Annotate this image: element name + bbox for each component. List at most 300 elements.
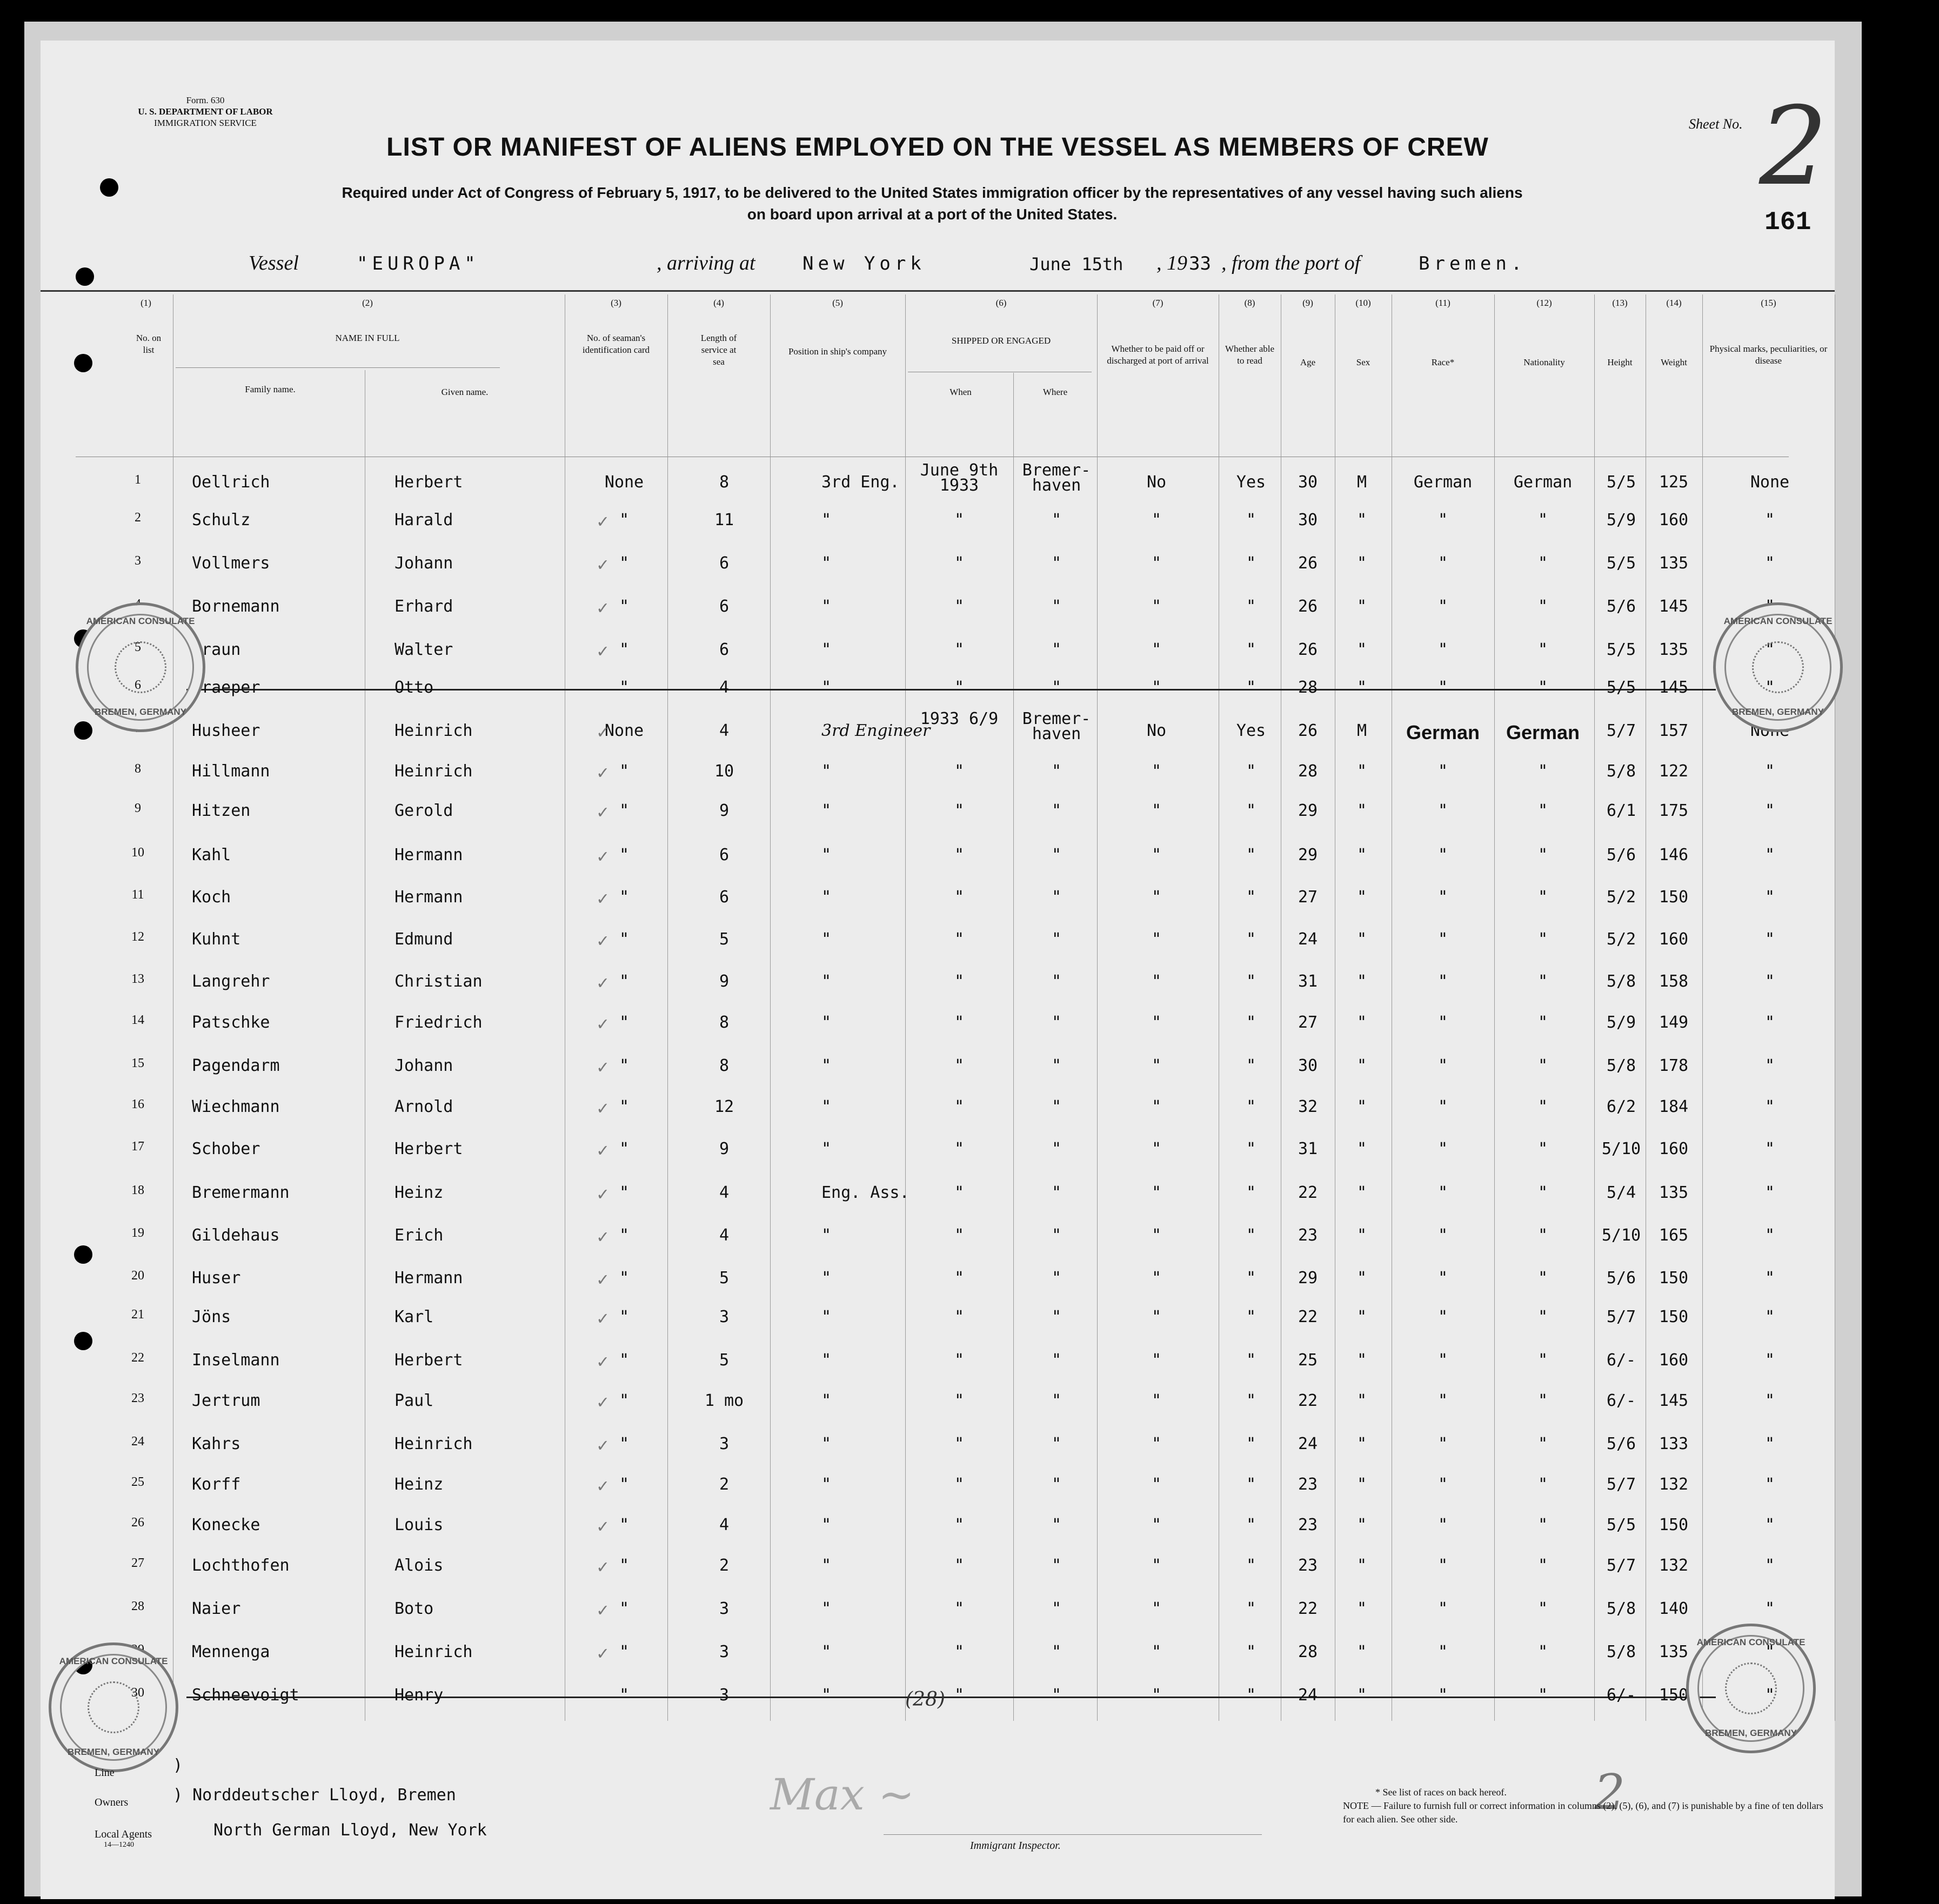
cell-physical-marks: None [1750, 721, 1790, 740]
service-name: IMMIGRATION SERVICE [154, 118, 257, 128]
cell-able-to-read: " [1246, 678, 1256, 697]
cell-weight: 145 [1659, 1391, 1689, 1410]
col5-header: Position in ship's company [788, 346, 887, 357]
bracket-mark: ) [173, 1756, 183, 1775]
cell-row-number: 10 [131, 846, 144, 860]
cell-row-number: 2 [135, 511, 141, 525]
cell-nationality: " [1537, 597, 1548, 616]
cell-physical-marks: " [1764, 888, 1775, 907]
cell-row-number: 21 [131, 1308, 144, 1322]
cell-shipped-when: " [954, 511, 965, 529]
cell-weight: 160 [1659, 511, 1689, 529]
cell-shipped-when: " [954, 1226, 965, 1245]
cell-shipped-when: " [954, 1056, 965, 1075]
check-mark-icon: ✓ [597, 597, 609, 619]
cell-paid-off: " [1151, 1642, 1162, 1661]
cell-weight: 150 [1659, 1516, 1689, 1534]
cell-weight: 132 [1659, 1556, 1689, 1575]
cell-position: 3rd Engineer [821, 721, 931, 740]
col8-number: (8) [1244, 298, 1255, 308]
cell-weight: 157 [1659, 721, 1689, 740]
cell-given-name: Arnold [395, 1097, 453, 1116]
cell-service-length: 6 [719, 640, 730, 659]
document-subtitle [203, 182, 1662, 225]
cell-service-length: 3 [719, 1686, 730, 1705]
cell-race: German [1413, 473, 1473, 492]
column-divider [1097, 294, 1098, 1721]
cell-height: 5/7 [1606, 1308, 1636, 1326]
cell-id-card: " [619, 1351, 630, 1370]
cell-age: 28 [1298, 1642, 1318, 1661]
cell-id-card: " [619, 640, 630, 659]
cell-able-to-read: " [1246, 511, 1256, 529]
cell-row-number: 30 [131, 1686, 144, 1700]
cell-sex: " [1356, 1475, 1367, 1494]
col9-number: (9) [1302, 298, 1313, 308]
cell-id-card: " [619, 1097, 630, 1116]
cell-physical-marks: " [1764, 1226, 1775, 1245]
cell-physical-marks: " [1764, 511, 1775, 529]
cell-able-to-read: " [1246, 597, 1256, 616]
cell-paid-off: " [1151, 1139, 1162, 1158]
cell-race: " [1437, 1139, 1448, 1158]
cell-service-length: 3 [719, 1308, 730, 1326]
cell-service-length: 3 [719, 1434, 730, 1453]
name-subheader-rule [176, 367, 500, 368]
cell-shipped-where: " [1051, 1686, 1062, 1705]
cell-family-name: Hitzen [192, 801, 251, 820]
cell-paid-off: " [1151, 511, 1162, 529]
cell-sex: " [1356, 1391, 1367, 1410]
sheet-mark: 2 [1594, 1764, 1626, 1821]
cell-able-to-read: " [1246, 801, 1256, 820]
cell-able-to-read: " [1246, 888, 1256, 907]
cell-shipped-where: " [1051, 1434, 1062, 1453]
cell-row-number: 11 [131, 888, 144, 902]
cell-given-name: Heinz [395, 1475, 444, 1494]
cell-weight: 149 [1659, 1013, 1689, 1032]
cell-age: 30 [1298, 473, 1318, 492]
stamp-bottom-text: BREMEN, GERMANY [1731, 707, 1824, 717]
sheet-number-label: Sheet No. [1689, 116, 1743, 132]
table-row [41, 801, 1835, 823]
cell-age: 22 [1298, 1599, 1318, 1618]
cell-id-card: " [619, 888, 630, 907]
cell-position: " [821, 1475, 832, 1494]
cell-age: 28 [1298, 678, 1318, 697]
cell-shipped-when: " [954, 1139, 965, 1158]
col15-number: (15) [1761, 298, 1776, 308]
cell-service-length: 10 [714, 762, 734, 781]
cell-position: " [821, 678, 832, 697]
check-mark-icon: ✓ [597, 1516, 609, 1537]
cell-id-card: " [619, 1056, 630, 1075]
check-mark-icon: ✓ [597, 1013, 609, 1035]
cell-able-to-read: Yes [1236, 721, 1266, 740]
table-row [41, 1013, 1835, 1035]
cell-sex: " [1356, 1226, 1367, 1245]
cell-service-length: 12 [714, 1097, 734, 1116]
cell-nationality: " [1537, 678, 1548, 697]
document-title: LIST OR MANIFEST OF ALIENS EMPLOYED ON THE VESSEL AS MEMBERS OF CREW [386, 133, 1489, 162]
eagle-seal-icon [1752, 641, 1804, 693]
table-row [41, 461, 1835, 495]
cell-physical-marks: " [1764, 1183, 1775, 1202]
cell-paid-off: " [1151, 1308, 1162, 1326]
cell-shipped-when: " [954, 801, 965, 820]
cell-able-to-read: Yes [1236, 473, 1266, 492]
cell-physical-marks: " [1764, 1599, 1775, 1618]
cell-sex: " [1356, 888, 1367, 907]
col1-number: (1) [141, 298, 151, 308]
stamp-top-text: AMERICAN CONSULATE [59, 1656, 168, 1666]
cell-shipped-when: " [954, 1686, 965, 1705]
cell-weight: 135 [1659, 1642, 1689, 1661]
cell-physical-marks: " [1764, 846, 1775, 864]
arrival-port: New York [803, 253, 926, 274]
cell-row-number: 28 [131, 1599, 144, 1613]
cell-family-name: Lochthofen [192, 1556, 290, 1575]
cell-shipped-when: " [954, 640, 965, 659]
cell-nationality: " [1537, 1686, 1548, 1705]
cell-shipped-when: " [954, 678, 965, 697]
stamp-bottom-text: BREMEN, GERMANY [94, 707, 186, 717]
arrival-date: June 15th [1029, 254, 1124, 274]
cell-family-name: Bornemann [192, 597, 280, 616]
cell-sex: M [1356, 721, 1367, 740]
cell-given-name: Heinrich [395, 762, 473, 781]
column-divider [1702, 294, 1703, 1721]
cell-physical-marks: " [1764, 1351, 1775, 1370]
cell-given-name: Karl [395, 1308, 434, 1326]
cell-family-name: Kuhnt [192, 930, 241, 949]
cell-nationality: " [1537, 846, 1548, 864]
cell-given-name: Johann [395, 1056, 453, 1075]
cell-paid-off: " [1151, 597, 1162, 616]
cell-paid-off: " [1151, 846, 1162, 864]
cell-position: " [821, 1013, 832, 1032]
cell-paid-off: " [1151, 1351, 1162, 1370]
line-label: Line [95, 1767, 115, 1779]
cell-physical-marks: " [1764, 801, 1775, 820]
cell-shipped-where: " [1051, 930, 1062, 949]
cell-position: " [821, 762, 832, 781]
cell-able-to-read: " [1246, 554, 1256, 573]
cell-shipped-where: " [1051, 1556, 1062, 1575]
cell-family-name: Langrehr [192, 972, 270, 991]
cell-sex: " [1356, 1686, 1367, 1705]
cell-nationality: " [1537, 1556, 1548, 1575]
manifest-sheet [41, 41, 1835, 1899]
cell-position: " [821, 1139, 832, 1158]
cell-paid-off: " [1151, 888, 1162, 907]
col8-header: Whether able to read [1225, 344, 1275, 366]
cell-service-length: 8 [719, 1056, 730, 1075]
cell-shipped-where: " [1051, 1642, 1062, 1661]
owners-value: ) Norddeutscher Lloyd, Bremen [173, 1786, 456, 1805]
cell-shipped-where: " [1051, 1391, 1062, 1410]
cell-able-to-read: " [1246, 1226, 1256, 1245]
cell-able-to-read: " [1246, 762, 1256, 781]
cell-nationality: " [1537, 888, 1548, 907]
header-top-rule [41, 290, 1835, 292]
cell-sex: " [1356, 1642, 1367, 1661]
cell-position: " [821, 1556, 832, 1575]
column-divider [667, 294, 668, 1721]
cell-given-name: Christian [395, 972, 483, 991]
cell-physical-marks: " [1764, 1013, 1775, 1032]
check-mark-icon: ✓ [597, 888, 609, 909]
subtitle-line-2: on board upon arrival at a port of the United States. [747, 206, 1118, 223]
cell-nationality: " [1537, 1475, 1548, 1494]
cell-race: " [1437, 1686, 1448, 1705]
cell-shipped-when: " [954, 1308, 965, 1326]
cell-paid-off: " [1151, 1183, 1162, 1202]
cell-family-name: Gildehaus [192, 1226, 280, 1245]
punch-hole [100, 178, 118, 197]
cell-age: 24 [1298, 1686, 1318, 1705]
cell-sex: " [1356, 972, 1367, 991]
cell-shipped-where: " [1051, 888, 1062, 907]
cell-nationality: " [1537, 1434, 1548, 1453]
cell-paid-off: " [1151, 1056, 1162, 1075]
col12-number: (12) [1536, 298, 1552, 308]
col7-header: Whether to be paid off or discharged at port of arrival [1107, 344, 1209, 366]
cell-height: 6/- [1606, 1391, 1636, 1410]
col4-number: (4) [713, 298, 724, 308]
check-mark-icon: ✓ [597, 972, 609, 994]
cell-shipped-when: " [954, 1013, 965, 1032]
cell-shipped-when: " [954, 888, 965, 907]
cell-shipped-when: " [954, 1434, 965, 1453]
cell-able-to-read: " [1246, 1183, 1256, 1202]
cell-given-name: Hermann [395, 846, 463, 864]
check-mark-icon: ✓ [597, 1351, 609, 1372]
cell-nationality: " [1537, 1013, 1548, 1032]
cell-shipped-where: " [1051, 1226, 1062, 1245]
cell-age: 29 [1298, 1269, 1318, 1288]
check-mark-icon: ✓ [597, 930, 609, 951]
table-row [41, 972, 1835, 994]
cell-weight: 132 [1659, 1475, 1689, 1494]
cell-sex: " [1356, 1599, 1367, 1618]
cell-row-number: 6 [135, 678, 141, 692]
cell-service-length: 3 [719, 1642, 730, 1661]
col10-header: Sex [1356, 357, 1370, 367]
cell-row-number: 1 [135, 473, 141, 487]
cell-weight: 135 [1659, 1183, 1689, 1202]
cell-family-name: Korff [192, 1475, 241, 1494]
cell-given-name: Edmund [395, 930, 453, 949]
cell-nationality: " [1537, 640, 1548, 659]
cell-family-name: Konecke [192, 1516, 260, 1534]
col6-when-header: When [950, 387, 972, 397]
cell-shipped-where: " [1051, 846, 1062, 864]
cell-height: 5/8 [1606, 762, 1636, 781]
cell-race: " [1437, 801, 1448, 820]
cell-given-name: Hermann [395, 888, 463, 907]
cell-service-length: 2 [719, 1475, 730, 1494]
cell-physical-marks: " [1764, 1056, 1775, 1075]
cell-family-name: Wiechmann [192, 1097, 280, 1116]
cell-shipped-when: " [954, 972, 965, 991]
check-mark-icon: ✓ [597, 846, 609, 867]
cell-given-name: Paul [395, 1391, 434, 1410]
cell-able-to-read: " [1246, 1139, 1256, 1158]
cell-nationality: " [1537, 1226, 1548, 1245]
cell-height: 6/- [1606, 1686, 1636, 1705]
cell-sex: " [1356, 1556, 1367, 1575]
cell-family-name: Schober [192, 1139, 260, 1158]
cell-id-card: " [619, 597, 630, 616]
table-row [41, 640, 1835, 662]
cell-id-card: " [619, 1686, 630, 1705]
cell-sex: " [1356, 640, 1367, 659]
table-row [41, 1642, 1835, 1664]
cell-height: 5/2 [1606, 930, 1636, 949]
cell-sex: " [1356, 1516, 1367, 1534]
cell-height: 5/5 [1606, 473, 1636, 492]
cell-physical-marks: " [1764, 1686, 1775, 1705]
table-row [41, 597, 1835, 619]
cell-service-length: 11 [714, 511, 734, 529]
check-mark-icon: ✓ [597, 1269, 609, 1290]
cell-shipped-when: " [954, 846, 965, 864]
cell-paid-off: " [1151, 930, 1162, 949]
page-number: 161 [1764, 208, 1811, 237]
table-row [41, 678, 1835, 700]
cell-position: " [821, 1391, 832, 1410]
cell-shipped-when: " [954, 1475, 965, 1494]
cell-age: 22 [1298, 1308, 1318, 1326]
cell-shipped-when: " [954, 1097, 965, 1116]
cell-nationality: " [1537, 1139, 1548, 1158]
cell-nationality: " [1537, 1642, 1548, 1661]
cell-physical-marks: " [1764, 1269, 1775, 1288]
table-row [41, 554, 1835, 575]
cell-height: 5/5 [1606, 640, 1636, 659]
department-name: U. S. DEPARTMENT OF LABOR [138, 106, 273, 117]
cell-weight: 122 [1659, 762, 1689, 781]
cell-sex: " [1356, 801, 1367, 820]
cell-sex: " [1356, 554, 1367, 573]
cell-family-name: Naier [192, 1599, 241, 1618]
check-mark-icon: ✓ [597, 1139, 609, 1161]
cell-age: 30 [1298, 1056, 1318, 1075]
cell-race: " [1437, 597, 1448, 616]
cell-shipped-where: Bremer-haven [1022, 461, 1091, 495]
cell-height: 6/- [1606, 1351, 1636, 1370]
cell-nationality: " [1537, 762, 1548, 781]
check-mark-icon: ✓ [597, 801, 609, 823]
cell-physical-marks: " [1764, 1097, 1775, 1116]
cell-service-length: 4 [719, 678, 730, 697]
cell-able-to-read: " [1246, 1642, 1256, 1661]
col13-header: Height [1607, 357, 1633, 367]
departure-port: Bremen. [1419, 253, 1527, 274]
cell-nationality: " [1537, 1183, 1548, 1202]
cell-id-card: " [619, 1269, 630, 1288]
cell-physical-marks: " [1764, 1475, 1775, 1494]
cell-family-name: Schulz [192, 511, 251, 529]
check-mark-icon: ✓ [597, 1475, 609, 1497]
cell-position: " [821, 1269, 832, 1288]
cell-shipped-where: " [1051, 1056, 1062, 1075]
cell-race: " [1437, 972, 1448, 991]
cell-given-name: Heinz [395, 1183, 444, 1202]
cell-able-to-read: " [1246, 1097, 1256, 1116]
cell-weight: 145 [1659, 678, 1689, 697]
cell-shipped-where: " [1051, 1516, 1062, 1534]
cell-id-card: " [619, 1475, 630, 1494]
agents-value: North German Lloyd, New York [213, 1821, 487, 1840]
cell-height: 5/7 [1606, 1556, 1636, 1575]
check-mark-icon: ✓ [597, 1556, 609, 1578]
cell-family-name: Bremermann [192, 1183, 290, 1202]
cell-age: 23 [1298, 1226, 1318, 1245]
from-port-label: , from the port of [1221, 252, 1361, 274]
cell-able-to-read: " [1246, 1686, 1256, 1705]
cell-id-card: None [604, 473, 644, 492]
table-row [41, 1391, 1835, 1413]
cell-able-to-read: " [1246, 1351, 1256, 1370]
cell-nationality: " [1537, 554, 1548, 573]
cell-id-card: " [619, 1556, 630, 1575]
cell-row-number: 23 [131, 1391, 144, 1405]
cell-paid-off: " [1151, 554, 1162, 573]
cell-able-to-read: " [1246, 1475, 1256, 1494]
inspector-label: Immigrant Inspector. [970, 1840, 1061, 1852]
cell-height: 6/2 [1606, 1097, 1636, 1116]
table-row [41, 511, 1835, 532]
cell-age: 29 [1298, 846, 1318, 864]
table-row [41, 1351, 1835, 1372]
cell-paid-off: " [1151, 1269, 1162, 1288]
cell-weight: 150 [1659, 1686, 1689, 1705]
column-divider [1494, 294, 1495, 1721]
cell-service-length: 9 [719, 972, 730, 991]
col1-header: No. on list [136, 333, 162, 355]
cell-id-card: " [619, 1013, 630, 1032]
cell-position: " [821, 554, 832, 573]
cell-shipped-where: " [1051, 1599, 1062, 1618]
cell-given-name: Hermann [395, 1269, 463, 1288]
cell-id-card: " [619, 511, 630, 529]
cell-age: 28 [1298, 762, 1318, 781]
cell-row-number: 27 [131, 1556, 144, 1570]
table-row [41, 1475, 1835, 1497]
signature-rule [884, 1834, 1262, 1835]
cell-nationality: " [1537, 801, 1548, 820]
cell-position: " [821, 1642, 832, 1661]
cell-shipped-when: " [954, 1183, 965, 1202]
cell-shipped-when: " [954, 597, 965, 616]
cell-paid-off: " [1151, 972, 1162, 991]
cell-id-card: " [619, 1226, 630, 1245]
cell-row-number: 20 [131, 1269, 144, 1283]
cell-height: 5/10 [1601, 1139, 1641, 1158]
cell-row-number: 4 [135, 597, 141, 611]
cell-nationality: " [1537, 930, 1548, 949]
cell-physical-marks: " [1764, 1391, 1775, 1410]
cell-row-number: 19 [131, 1226, 144, 1240]
voyage-line [249, 249, 1816, 281]
cell-age: 24 [1298, 1434, 1318, 1453]
cell-position: " [821, 972, 832, 991]
cell-nationality: " [1537, 1351, 1548, 1370]
cell-position: " [821, 1308, 832, 1326]
col3-header: No. of seaman's identification card [582, 333, 650, 355]
